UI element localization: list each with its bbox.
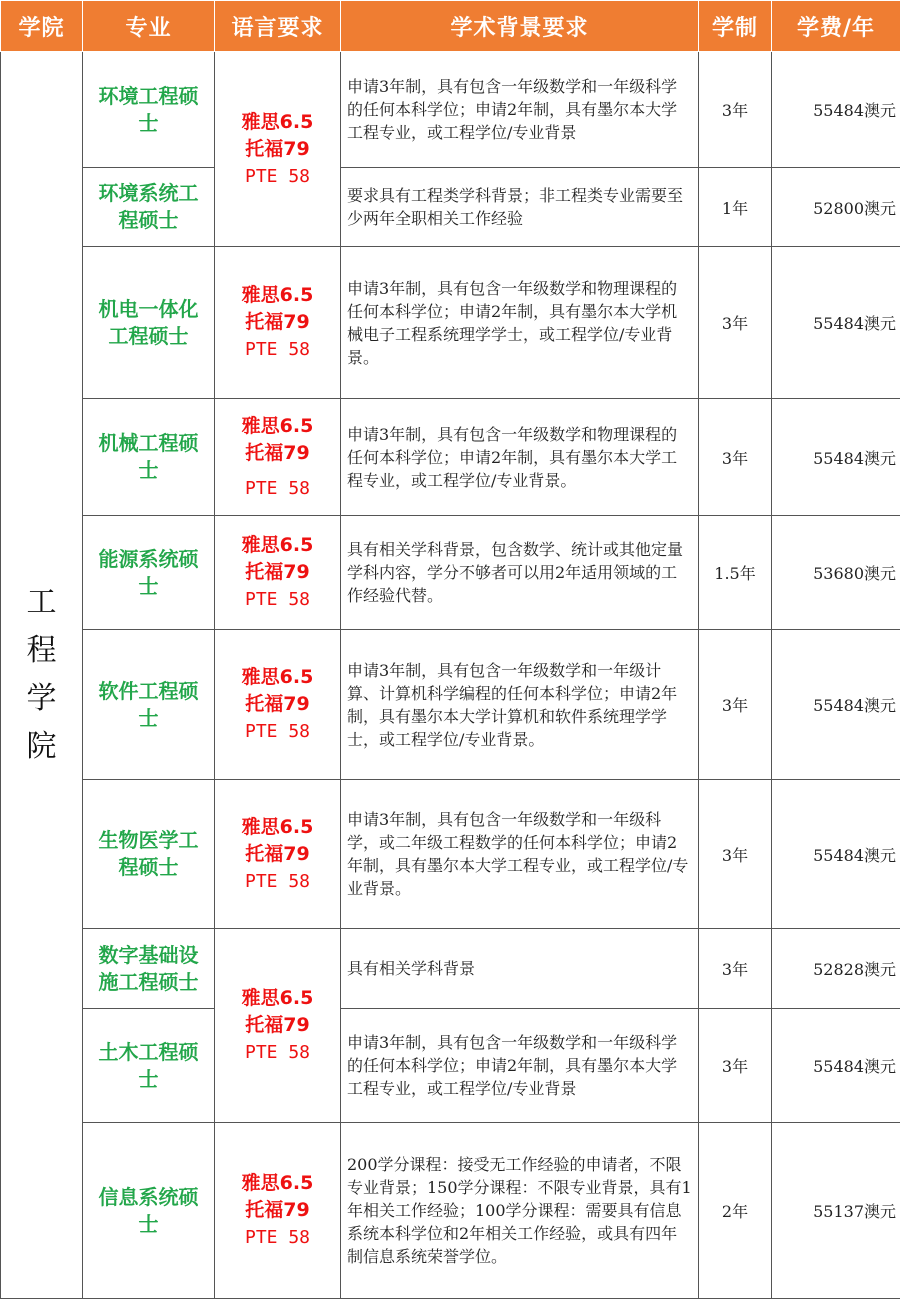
toefl-score: 托福79 [245, 1014, 310, 1036]
major-name: 机电一体化工程硕士 [83, 247, 215, 399]
college-char: 程 [26, 633, 57, 668]
academic-requirement: 具有相关学科背景，包含数学、统计或其他定量学科内容，学分不够者可以用2年适用领域的工作经验代替。 [341, 516, 699, 630]
ielts-score: 雅思6.5 [241, 1172, 314, 1194]
duration: 3年 [699, 929, 772, 1009]
major-name: 能源系统硕士 [83, 516, 215, 630]
language-requirement [215, 1123, 341, 1299]
major-name: 生物医学工程硕士 [83, 780, 215, 929]
header-major: 专业 [83, 1, 215, 52]
toefl-score: 托福79 [245, 311, 310, 333]
pte-score: PTE 58 [244, 339, 311, 360]
header-fee: 学费/年 [772, 1, 900, 52]
table-row [1, 399, 900, 516]
academic-requirement: 申请3年制，具有包含一年级数学和物理课程的任何本科学位；申请2年制，具有墨尔本大学工程专业，或工程学位/专业背景。 [341, 399, 699, 516]
major-name: 信息系统硕士 [83, 1123, 215, 1299]
table-row [1, 929, 900, 1009]
language-requirement [215, 780, 341, 929]
language-requirement [215, 929, 341, 1123]
table-row [1, 630, 900, 780]
academic-requirement: 申请3年制，具有包含一年级数学和一年级科学，或二年级工程数学的任何本科学位；申请2年制，具有墨尔本大学工程专业，或工程学位/专业背景。 [341, 780, 699, 929]
pte-score: PTE 58 [244, 477, 311, 499]
duration: 3年 [699, 52, 772, 168]
tuition-fee: 55137澳元 [772, 1123, 900, 1299]
major-name: 土木工程硕士 [83, 1009, 215, 1123]
ielts-score: 雅思6.5 [241, 666, 314, 688]
header-academic: 学术背景要求 [341, 1, 699, 52]
major-name: 环境工程硕士 [83, 52, 215, 168]
header-duration: 学制 [699, 1, 772, 52]
tuition-fee: 55484澳元 [772, 1009, 900, 1123]
tuition-fee: 52800澳元 [772, 168, 900, 247]
major-name: 环境系统工程硕士 [83, 168, 215, 247]
major-name: 数字基础设施工程硕士 [83, 929, 215, 1009]
college-cell [1, 52, 83, 1299]
duration: 3年 [699, 1009, 772, 1123]
table-row [1, 1123, 900, 1299]
toefl-score: 托福79 [245, 137, 310, 160]
toefl-score: 托福79 [245, 842, 310, 865]
ielts-score: 雅思6.5 [241, 987, 314, 1009]
tuition-fee: 55484澳元 [772, 247, 900, 399]
major-name: 软件工程硕士 [83, 630, 215, 780]
table-row [1, 247, 900, 399]
ielts-score: 雅思6.5 [241, 414, 314, 437]
toefl-score: 托福79 [245, 561, 310, 583]
ielts-score: 雅思6.5 [241, 284, 314, 306]
ielts-score: 雅思6.5 [241, 110, 314, 133]
academic-requirement: 申请3年制，具有包含一年级数学和一年级科学的任何本科学位；申请2年制，具有墨尔本大学工程专业，或工程学位/专业背景 [341, 52, 699, 168]
academic-requirement: 申请3年制，具有包含一年级数学和物理课程的任何本科学位；申请2年制，具有墨尔本大学机械电子工程系统理学学士，或工程学位/专业背景。 [341, 247, 699, 399]
college-char: 院 [26, 729, 57, 764]
table-row [1, 780, 900, 929]
language-requirement [215, 630, 341, 780]
duration: 1年 [699, 168, 772, 247]
duration: 1.5年 [699, 516, 772, 630]
pte-score: PTE 58 [244, 1042, 311, 1063]
pte-score: PTE 58 [244, 589, 311, 610]
college-char: 学 [26, 681, 57, 716]
college-char: 工 [26, 585, 57, 620]
toefl-score: 托福79 [245, 441, 310, 464]
table-row [1, 168, 900, 247]
tuition-fee: 55484澳元 [772, 630, 900, 780]
pte-score: PTE 58 [244, 721, 311, 742]
table-row [1, 516, 900, 630]
pte-score: PTE 58 [244, 1227, 311, 1248]
duration: 3年 [699, 247, 772, 399]
table-row [1, 1009, 900, 1123]
language-requirement [215, 399, 341, 516]
ielts-score: 雅思6.5 [241, 534, 314, 556]
tuition-fee: 55484澳元 [772, 52, 900, 168]
toefl-score: 托福79 [245, 693, 310, 715]
header-language: 语言要求 [215, 1, 341, 52]
academic-requirement: 200学分课程：接受无工作经验的申请者，不限专业背景；150学分课程：不限专业背景，具有1年相关工作经验；100学分课程：需要具有信息系统本科学位和2年相关工作经验，或具有四年制信息系统荣誉学位。 [341, 1123, 699, 1299]
academic-requirement: 申请3年制，具有包含一年级数学和一年级科学的任何本科学位；申请2年制，具有墨尔本大学工程专业，或工程学位/专业背景 [341, 1009, 699, 1123]
academic-requirement: 申请3年制，具有包含一年级数学和一年级计算、计算机科学编程的任何本科学位；申请2年制，具有墨尔本大学计算机和软件系统理学学士，或工程学位/专业背景。 [341, 630, 699, 780]
pte-score: PTE 58 [244, 870, 311, 892]
academic-requirement: 要求具有工程类学科背景；非工程类专业需要至少两年全职相关工作经验 [341, 168, 699, 247]
tuition-fee: 52828澳元 [772, 929, 900, 1009]
academic-requirement: 具有相关学科背景 [341, 929, 699, 1009]
pte-score: PTE 58 [244, 165, 311, 187]
duration: 2年 [699, 1123, 772, 1299]
language-requirement [215, 52, 341, 247]
tuition-fee: 53680澳元 [772, 516, 900, 630]
major-name: 机械工程硕士 [83, 399, 215, 516]
language-requirement [215, 516, 341, 630]
duration: 3年 [699, 780, 772, 929]
tuition-fee: 55484澳元 [772, 399, 900, 516]
duration: 3年 [699, 399, 772, 516]
header-row [1, 1, 900, 52]
tuition-fee: 55484澳元 [772, 780, 900, 929]
header-college: 学院 [1, 1, 83, 52]
language-requirement [215, 247, 341, 399]
ielts-score: 雅思6.5 [241, 815, 314, 838]
duration: 3年 [699, 630, 772, 780]
toefl-score: 托福79 [245, 1199, 310, 1221]
table-row [1, 52, 900, 168]
